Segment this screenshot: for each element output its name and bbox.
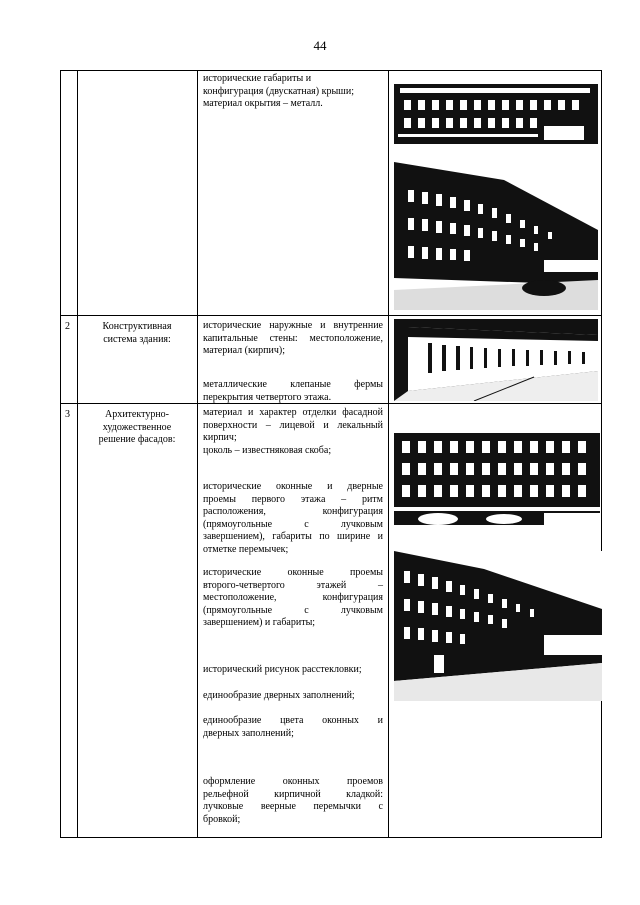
text-line: расположения, конфигурация xyxy=(203,506,383,517)
text-line: конфигурация (двускатная) крыши; xyxy=(203,85,354,97)
row3-text-color xyxy=(203,715,383,740)
text-line: поверхности – лицевой и лекальный xyxy=(203,419,383,431)
text-line: исторические наружные и внутренние xyxy=(203,320,383,331)
text-line: рельефной кирпичной кладкой: xyxy=(203,788,383,800)
text-line: исторические габариты и xyxy=(203,73,312,84)
photo-interior-trusses xyxy=(394,319,598,401)
text-line: материал и характер отделки фасадной xyxy=(203,407,383,418)
text-line: капитальные стены: местоположение, xyxy=(203,332,383,344)
text-line: (прямоугольные с лучковым xyxy=(203,604,383,616)
photo-street-perspective-1 xyxy=(394,160,598,310)
row-name xyxy=(79,321,195,346)
text-line: исторические оконные проемы xyxy=(203,567,383,578)
text-line: бровкой; xyxy=(203,813,241,825)
monuments-table xyxy=(60,70,602,838)
name-line: система здания: xyxy=(103,333,171,345)
name-line: Конструктивная xyxy=(102,321,172,332)
text-line: исторические оконные и дверные xyxy=(203,481,383,492)
text-line: завершением), габариты по ширине и xyxy=(203,531,383,542)
text-line: исторический рисунок расстекловки; xyxy=(203,664,362,675)
text-line: отметке перемычек; xyxy=(203,543,289,555)
row3-text-material xyxy=(203,407,383,457)
text-line: дверных заполнений; xyxy=(203,727,294,739)
text-line: перекрытия четвертого этажа. xyxy=(203,391,332,403)
text-line: материал окрытия – металл. xyxy=(203,98,323,109)
text-line: второго-четвертого этажей – xyxy=(203,579,383,591)
photo-facade-frontal xyxy=(394,427,600,525)
text-line: завершением) и габариты; xyxy=(203,617,316,628)
text-line: цоколь – известняковая скоба; xyxy=(203,444,332,456)
row2-text-b xyxy=(203,379,383,404)
text-line: кирпич; xyxy=(203,432,237,443)
row3-text-upper-floors xyxy=(203,567,383,630)
name-line: художественное xyxy=(102,421,172,433)
text-line: лучковые веерные перемычки с xyxy=(203,801,383,812)
text-line: материал (кирпич); xyxy=(203,345,285,356)
text-line: оформление оконных проемов xyxy=(203,776,383,787)
name-line: решение фасадов: xyxy=(98,434,176,445)
page-number: 44 xyxy=(313,38,327,53)
text-line: единообразие дверных заполнений; xyxy=(203,690,355,701)
text-line: (прямоугольные с лучковым xyxy=(203,518,383,530)
row1-text xyxy=(203,73,383,111)
row-number: 3 xyxy=(65,409,70,420)
row3-text-doors xyxy=(203,690,383,703)
row3-text-glazing xyxy=(203,664,383,677)
name-line: Архитектурно- xyxy=(104,409,170,420)
row3-text-first-floor xyxy=(203,481,383,556)
text-line: местоположение, конфигурация xyxy=(203,592,383,603)
photo-street-perspective-2 xyxy=(394,551,602,701)
photo-facade-top-roofline xyxy=(394,84,598,144)
row-number: 2 xyxy=(65,321,70,332)
text-line: металлические клепаные фермы xyxy=(203,379,383,390)
text-line: единообразие цвета оконных и xyxy=(203,715,383,726)
row-name xyxy=(79,409,195,447)
row3-text-brickwork xyxy=(203,776,383,826)
row2-text-a xyxy=(203,320,383,358)
text-line: проемы первого этажа – ритм xyxy=(203,493,383,505)
